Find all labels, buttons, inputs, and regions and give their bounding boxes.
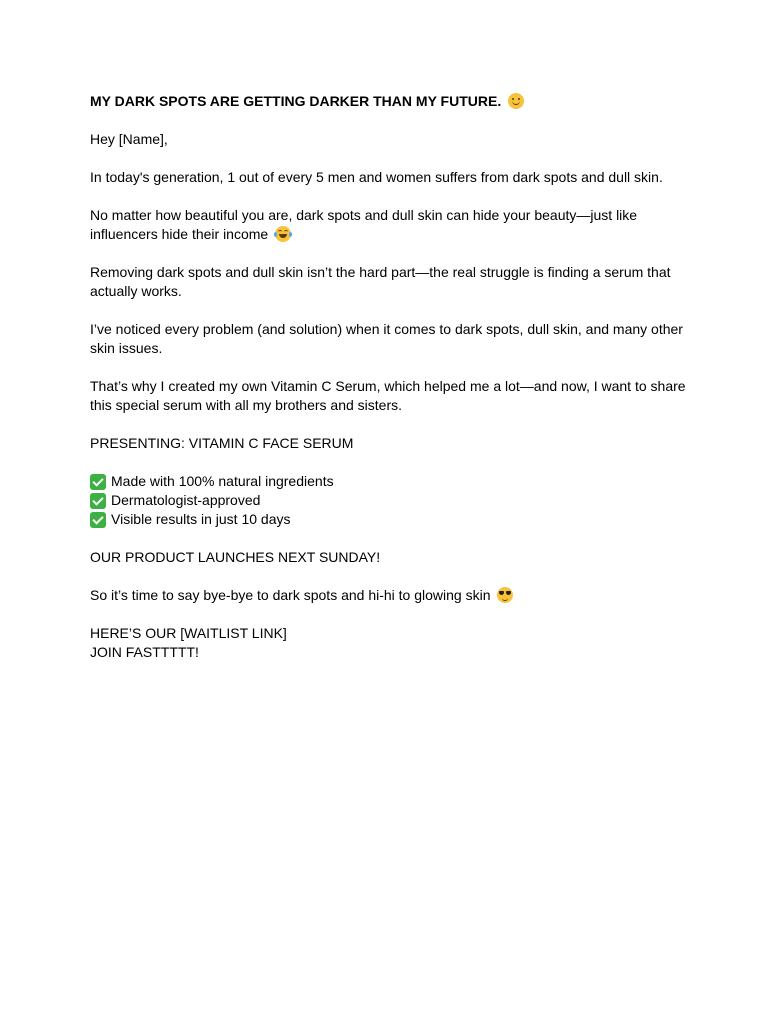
join-text: JOIN FASTTTTT! [90,644,199,660]
email-subject-heading [90,92,690,111]
check-mark-button-icon [90,512,106,528]
benefit-text: Dermatologist-approved [111,492,261,508]
benefit-text: Visible results in just 10 days [111,511,291,527]
check-mark-button-icon [90,493,106,509]
greeting: Hey [Name], [90,131,168,147]
paragraph-experience: I’ve noticed every problem (and solution) when it comes to dark spots, dull skin, and many other skin issues. [90,321,683,356]
list-item [90,510,690,529]
paragraph-struggle: Removing dark spots and dull skin isn’t the hard part—the real struggle is finding a serum that actually works. [90,264,671,299]
laughing-tears-face-icon [275,226,291,242]
paragraph-creation: That’s why I created my own Vitamin C Serum, which helped me a lot—and now, I want to share this special serum with all my brothers and sisters. [90,378,686,413]
presenting-heading: PRESENTING: VITAMIN C FACE SERUM [90,435,354,451]
benefit-text: Made with 100% natural ingredients [111,473,334,489]
waitlist-link-text: HERE’S OUR [WAITLIST LINK] [90,625,287,641]
paragraph-statistic: In today's generation, 1 out of every 5 men and women suffers from dark spots and dull skin. [90,169,663,185]
list-item [90,472,690,491]
check-mark-button-icon [90,474,106,490]
benefits-list [90,472,690,529]
sunglasses-face-icon [497,587,513,603]
launch-announcement: OUR PRODUCT LAUNCHES NEXT SUNDAY! [90,549,381,565]
slightly-smiling-face-icon [508,93,524,109]
paragraph-beauty-text: No matter how beautiful you are, dark spots and dull skin can hide your beauty—just like influencers hide their income [90,207,638,242]
email-document [90,92,690,681]
paragraph-byebye [90,586,690,605]
call-to-action [90,624,690,662]
paragraph-byebye-text: So it’s time to say bye-bye to dark spots and hi-hi to glowing skin [90,587,491,603]
list-item [90,491,690,510]
subject-text: MY DARK SPOTS ARE GETTING DARKER THAN MY FUTURE. [90,93,502,109]
paragraph-beauty [90,206,690,244]
